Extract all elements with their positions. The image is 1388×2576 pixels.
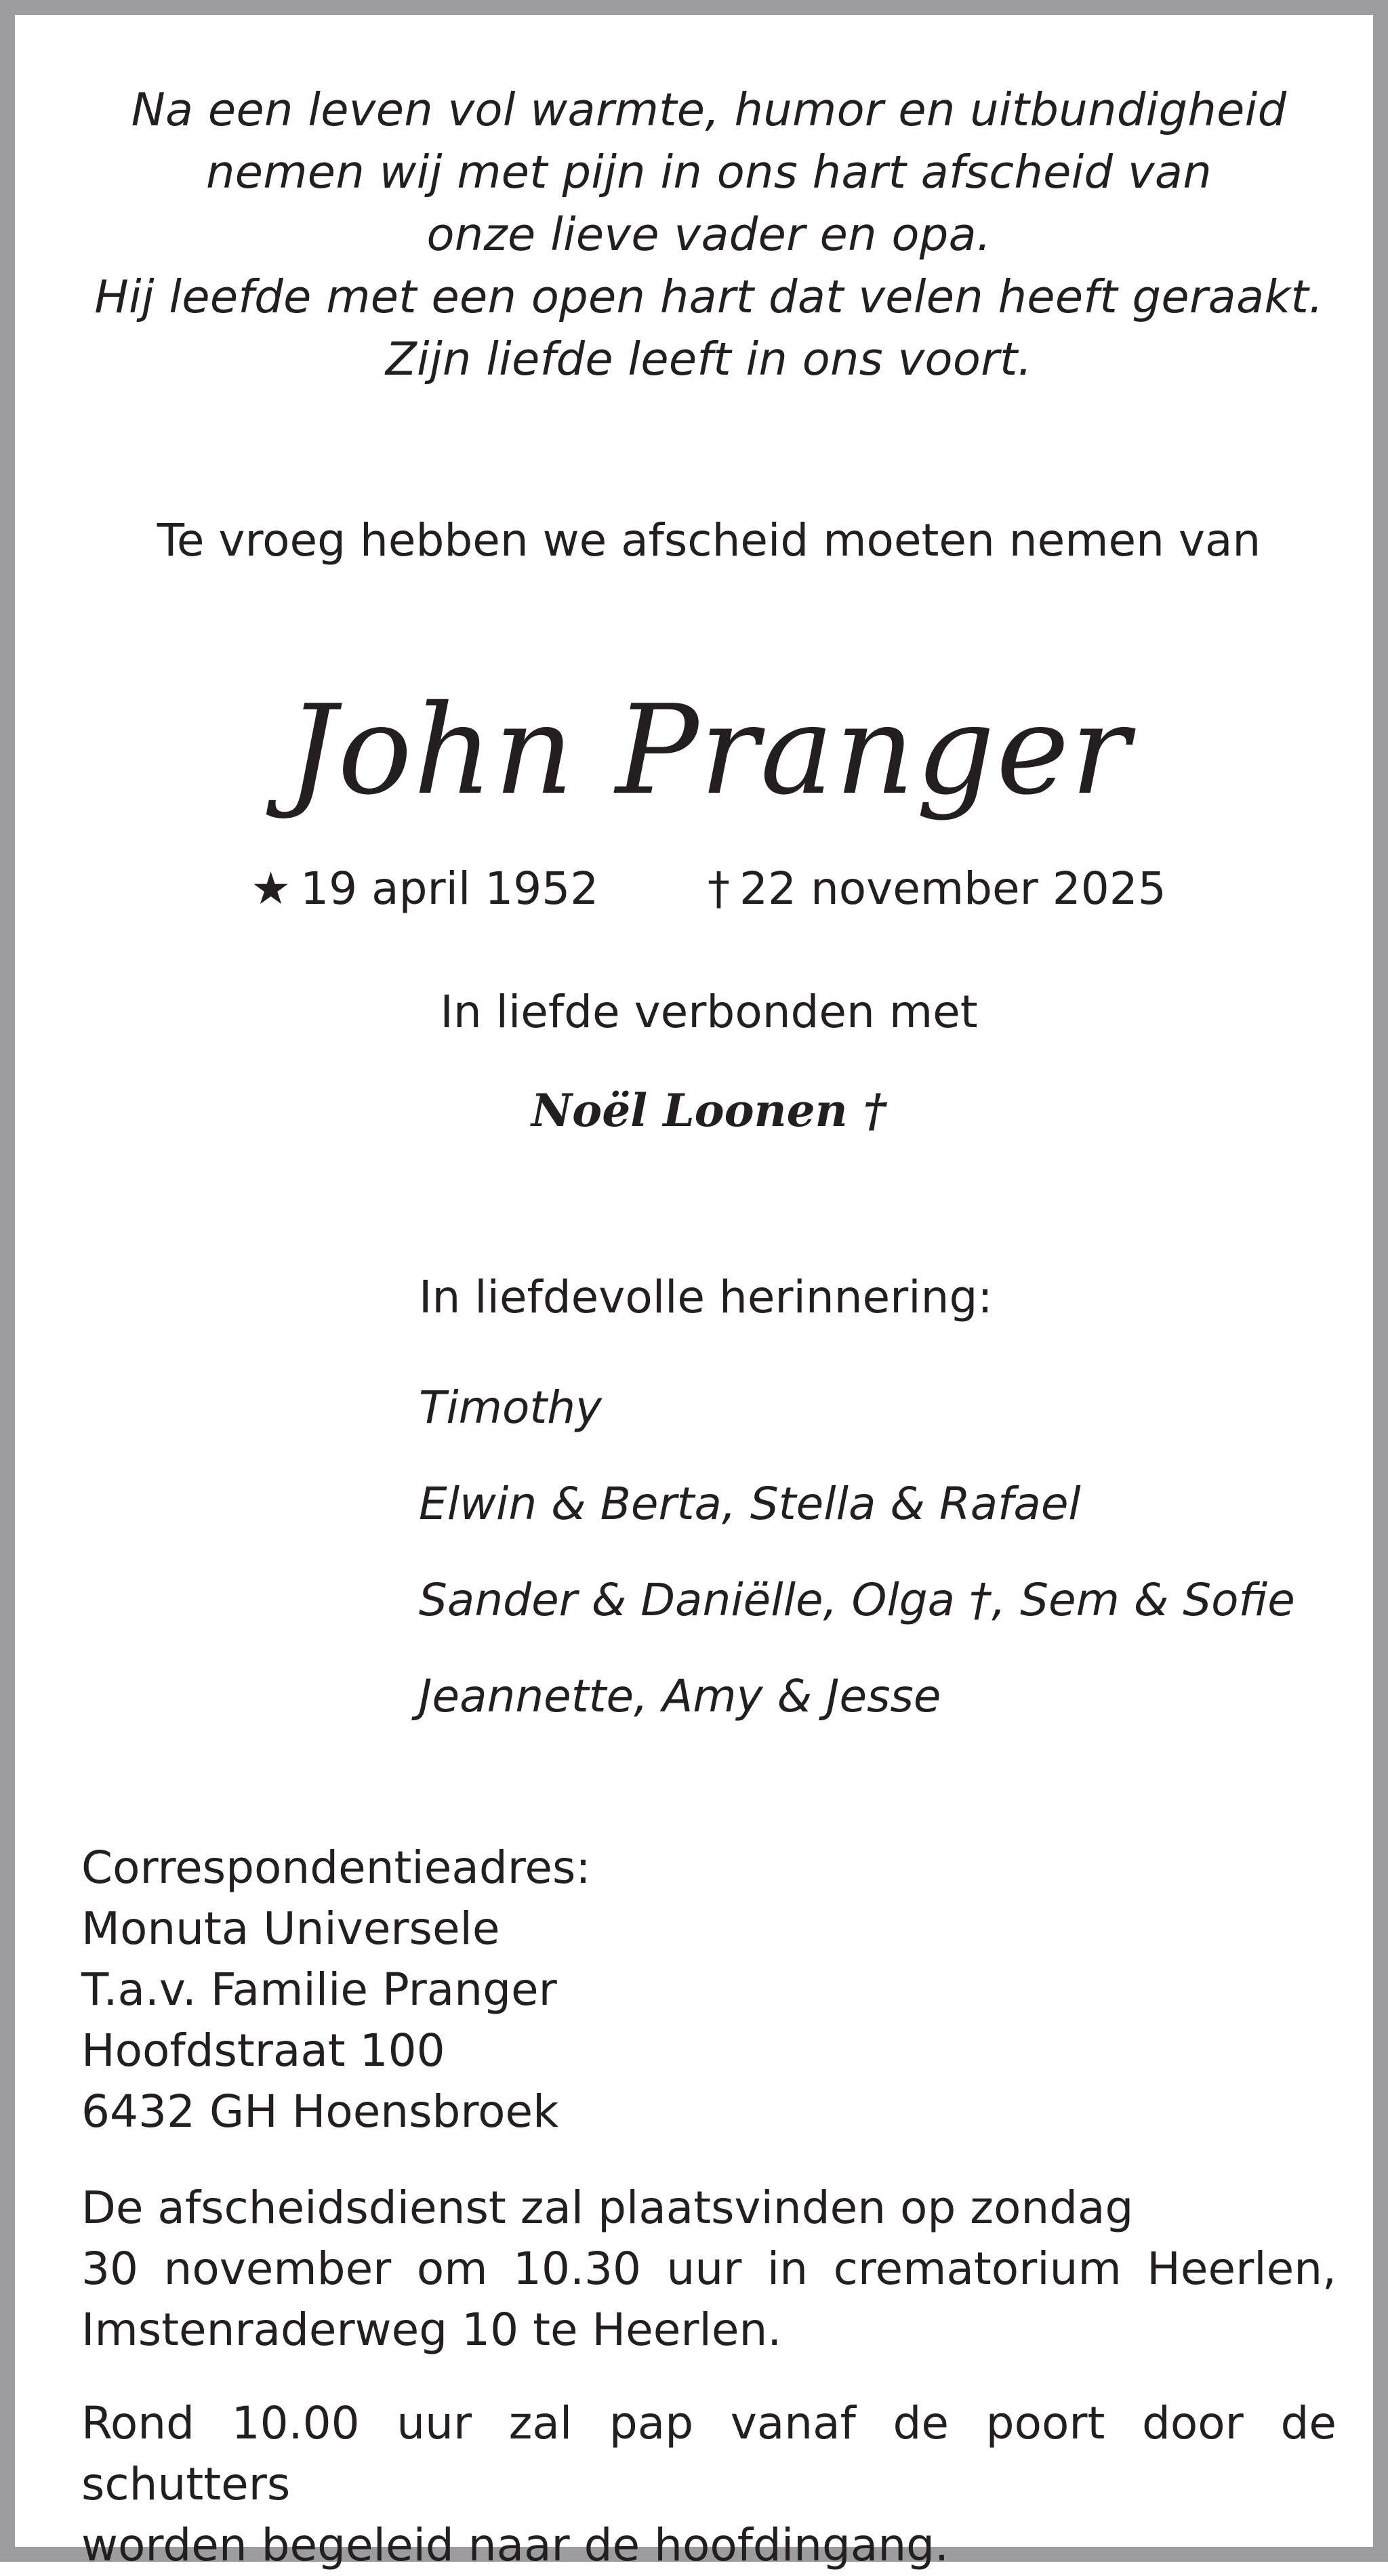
united-label: In liefde verbonden met bbox=[440, 986, 978, 1038]
cross-icon: † bbox=[708, 863, 730, 915]
intro-verse bbox=[56, 79, 1362, 390]
intro-line: Na een leven vol warmte, humor en uitbundigheid bbox=[131, 83, 1287, 136]
death-date-text: 22 november 2025 bbox=[739, 863, 1166, 915]
birth-date bbox=[251, 862, 598, 916]
procession-line: worden begeleid naar de hoofdingang. bbox=[81, 2519, 950, 2571]
family-list bbox=[419, 1360, 1295, 1745]
intro-line: nemen wij met pijn in ons hart afscheid van bbox=[205, 146, 1212, 199]
service-paragraph bbox=[81, 2178, 1336, 2361]
intro-line: Zijn liefde leeft in ons voort. bbox=[385, 333, 1033, 386]
procession-paragraph bbox=[81, 2393, 1336, 2576]
birth-date-text: 19 april 1952 bbox=[300, 863, 599, 915]
service-line: 30 november om 10.30 uur in crematorium Heerlen, bbox=[81, 2243, 1336, 2295]
address-line: 6432 GH Hoensbroek bbox=[81, 2085, 559, 2138]
family-line: Timothy bbox=[419, 1382, 603, 1434]
correspondence-address bbox=[81, 1837, 591, 2142]
address-line: T.a.v. Familie Pranger bbox=[81, 1964, 557, 2016]
address-line: Correspondentieadres: bbox=[81, 1842, 591, 1894]
intro-line: Hij leefde met een open hart dat velen heeft geraakt. bbox=[94, 270, 1324, 323]
star-icon: ★ bbox=[251, 863, 291, 915]
family-line: Jeannette, Amy & Jesse bbox=[419, 1670, 941, 1722]
memory-label: In liefdevolle herinnering: bbox=[419, 1271, 993, 1323]
address-line: Hoofdstraat 100 bbox=[81, 2024, 445, 2077]
deceased-name: John Pranger bbox=[287, 678, 1131, 822]
intro-line: onze lieve vader en opa. bbox=[426, 208, 992, 261]
family-line: Elwin & Berta, Stella & Rafael bbox=[419, 1478, 1081, 1530]
address-line: Monuta Universele bbox=[81, 1903, 500, 1955]
death-date bbox=[708, 862, 1166, 916]
partner-name: Noël Loonen † bbox=[531, 1084, 887, 1137]
lead-text: Te vroeg hebben we afscheid moeten nemen van bbox=[157, 514, 1261, 566]
family-line: Sander & Daniëlle, Olga †, Sem & Sofie bbox=[419, 1574, 1295, 1626]
procession-line: Rond 10.00 uur zal pap vanaf de poort door de schutters bbox=[81, 2397, 1336, 2510]
service-line: De afscheidsdienst zal plaatsvinden op zondag bbox=[81, 2182, 1134, 2234]
service-line: Imstenraderweg 10 te Heerlen. bbox=[81, 2304, 782, 2356]
